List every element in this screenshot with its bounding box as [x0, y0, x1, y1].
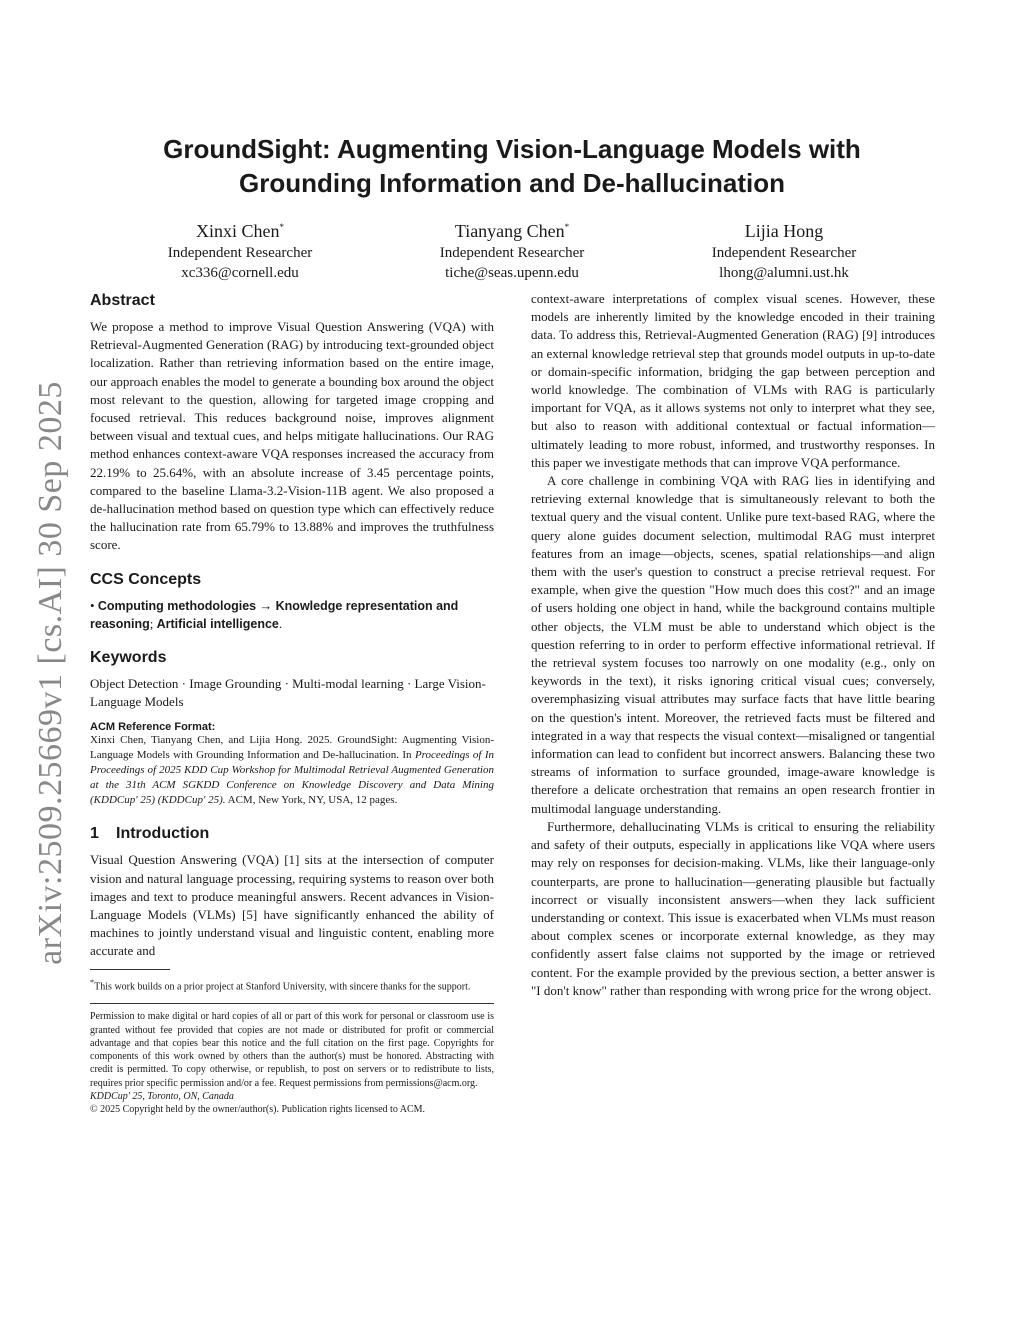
title-line-1: GroundSight: Augmenting Vision-Language Models with: [163, 134, 861, 164]
title-line-2: Grounding Information and De-hallucination: [239, 168, 785, 198]
introduction-text-left: Visual Question Answering (VQA) [1] sits at the intersection of computer vision and natural language processing, requiring systems to reason over both images and text to produce meaningful answers. Recent advances in Vision-Language Models (VLMs) [5] have significantly enhanced the ability of machines to jointly understand visual and linguistic content, enabling more accurate and: [90, 852, 494, 959]
author-2: [392, 216, 632, 283]
acm-reference-post: ACM, New York, NY, USA, 12 pages.: [225, 793, 398, 806]
acm-reference-text: [90, 733, 494, 807]
acm-reference-heading: ACM Reference Format:: [90, 721, 216, 734]
author-affiliation: Independent Researcher: [167, 245, 313, 261]
author-mark: *: [564, 222, 570, 232]
author-mark: *: [279, 222, 284, 232]
author-1: [120, 216, 360, 283]
left-column: [90, 290, 494, 1116]
acm-reference: [90, 721, 494, 807]
paper-title: [0, 132, 1024, 200]
footnote-mark: *: [90, 977, 95, 987]
author-email: lhong@alumni.ust.hk: [719, 265, 849, 281]
ccs-item-2: Knowledge representation and reasoning: [90, 598, 459, 631]
author-name: Tianyang Chen: [454, 221, 565, 241]
introduction-heading: [90, 823, 494, 845]
acm-reference-pre: Xinxi Chen, Tianyang Chen, and Lijia Hong. 2025. GroundSight: Augmenting Vision-Language Models with Grounding Information and De-hallucination. In: [90, 734, 494, 762]
author-name: Xinxi Chen: [196, 221, 280, 241]
permission-text: Permission to make digital or hard copies of all or part of this work for personal or classroom use is granted without fee provided that copies are not made or distributed for profit or commercial advantage and that copies bear this notice and the full citation on the first page. Copyrights for components of this work owned by others than the author(s) must be honored. Abstracting with credit is permitted. To copy otherwise, or republish, to post on servers or to redistribute to lists, requires prior specific permission and/or a fee. Request permissions from permissions@acm.org.: [90, 1011, 494, 1089]
ccs-separator: ;: [149, 615, 154, 631]
footnote-text: [90, 976, 494, 994]
ccs-item-3: Artificial intelligence: [156, 616, 279, 631]
footnote-body: This work builds on a prior project at Stanford University, with sincere thanks for the support.: [94, 980, 471, 992]
introduction-paragraph-1: context-aware interpretations of complex visual scenes. However, these models are inherently limited by the knowledge encoded in their training data. To address this, Retrieval-Augmented Generation (RAG) [9] introduces an external knowledge retrieval step that grounds model outputs in up-to-date or domain-specific information, bridging the gap between perception and world knowledge. The combination of VLMs with RAG is particularly important for VQA, as it allows systems not only to interpret what they see, but also to reason with additional contextual or factual information—ultimately leading to more robust, informed, and trustworthy responses. In this paper we investigate methods that can improve VQA performance.: [531, 291, 935, 470]
arxiv-identifier-text: arXiv:2509.25669v1 [cs.AI] 30 Sep 2025: [32, 381, 69, 965]
footnote-rule: [90, 969, 170, 970]
permission-rule: [90, 1003, 494, 1004]
permission-block: [90, 1003, 494, 1116]
author-email: tiche@seas.upenn.edu: [445, 265, 579, 281]
abstract-text: We propose a method to improve Visual Question Answering (VQA) with Retrieval-Augmented Generation (RAG) by introducing text-grounded object localization. Rather than retrieving information based on the entire image, our approach enables the model to generate a bounding box around the object most relevant to the question, allowing for targeted image cropping and focused retrieval. This reduces background noise, improves alignment between visual and textual cues, and helps mitigate hallucinations. Our RAG method enhances context-aware VQA responses increased the accuracy from 22.19% to 25.64%, with an absolute increase of 3.45 percentage points, compared to the baseline Llama-3.2-Vision-11B agent. We also proposed a de-hallucination method based on question type which can effectively reduce the hallucination rate from 65.79% to 13.88% and improves the truthfulness score.: [90, 319, 494, 553]
author-block: [120, 216, 904, 283]
section-number: 1: [90, 825, 99, 843]
author-3: [664, 216, 904, 283]
footnote: [90, 969, 494, 994]
introduction-paragraph-3: Furthermore, dehallucinating VLMs is critical to ensuring the reliability and safety of their outputs, especially in applications like VQA where users may rely on responses for decision-making. VLMs, like their language-only counterparts, are prone to hallucination—generating plausible but factually incorrect or visually inconsistent answers—when they lack sufficient understanding or context. This issue is exacerbated when VLMs must reason about complex scenes or incorporate external knowledge, as they may confidently assert false claims not supported by the image or retrieved content. For the example provided by the previous section, a better answer is "I don't know" rather than responding with wrong price for the wrong object.: [531, 818, 935, 998]
ccs-heading: CCS Concepts: [90, 570, 202, 588]
abstract-heading: Abstract: [90, 292, 155, 309]
ccs-bullet: •: [90, 597, 95, 613]
keywords-heading: Keywords: [90, 649, 167, 667]
section-title: Introduction: [116, 825, 210, 843]
author-affiliation: Independent Researcher: [439, 245, 585, 261]
introduction-paragraph-2: A core challenge in combining VQA with RAG lies in identifying and retrieving external knowledge that is simultaneously relevant to both the textual query and the visual content. Unlike pure text-based RAG, where the query alone guides document selection, multimodal RAG must interpret features from an image—objects, scenes, spatial relationships—and align them with the user's question to construct a precise retrieval request. For example, when give the question "How much does this cost?" and an image of users holding one object in hand, while the background contains multiple other objects, the VLM must be able to understand which object is the question referring to in order to perform effective informational retrieval. If the retrieval system focuses too narrowly on one modality (e.g., only on keywords in the text), it risks ignoring critical visual cues; conversely, overemphasizing visual attributes may surface facts that have little bearing on the question's intent. Moreover, the retrieved facts must be filtered and integrated in a way that respects the visual context—misaligned or tangential information can lead to confident but incorrect answers. Balancing these two streams of information to surface grounded, image-aware knowledge is therefore a delicate orchestration that remains an open research frontier in multimodal language understanding.: [531, 473, 935, 816]
right-column: [531, 290, 935, 1000]
ccs-concepts: [90, 597, 494, 633]
author-name: Lijia Hong: [744, 221, 824, 241]
conference-venue: KDDCup' 25, Toronto, ON, Canada: [90, 1090, 234, 1102]
acm-reference-venue: Proceedings of In Proceedings of 2025 KDD Cup Workshop for Multimodal Retrieval Augmented Generation at the 31th ACM SGKDD Conference on Knowledge Discovery and Data Mining (KDDCup' 25) (KDDCup' 25).: [90, 749, 495, 806]
author-email: xc336@cornell.edu: [181, 265, 299, 281]
arxiv-identifier: [16, 373, 86, 973]
ccs-arrow: →: [259, 597, 273, 613]
ccs-item-1: Computing methodologies: [97, 598, 257, 613]
copyright-line: © 2025 Copyright held by the owner/author(s). Publication rights licensed to ACM.: [90, 1103, 426, 1115]
ccs-end: .: [278, 615, 283, 631]
keywords-text: Object Detection · Image Grounding · Multi-modal learning · Large Vision-Language Models: [90, 676, 486, 710]
author-affiliation: Independent Researcher: [711, 245, 857, 261]
